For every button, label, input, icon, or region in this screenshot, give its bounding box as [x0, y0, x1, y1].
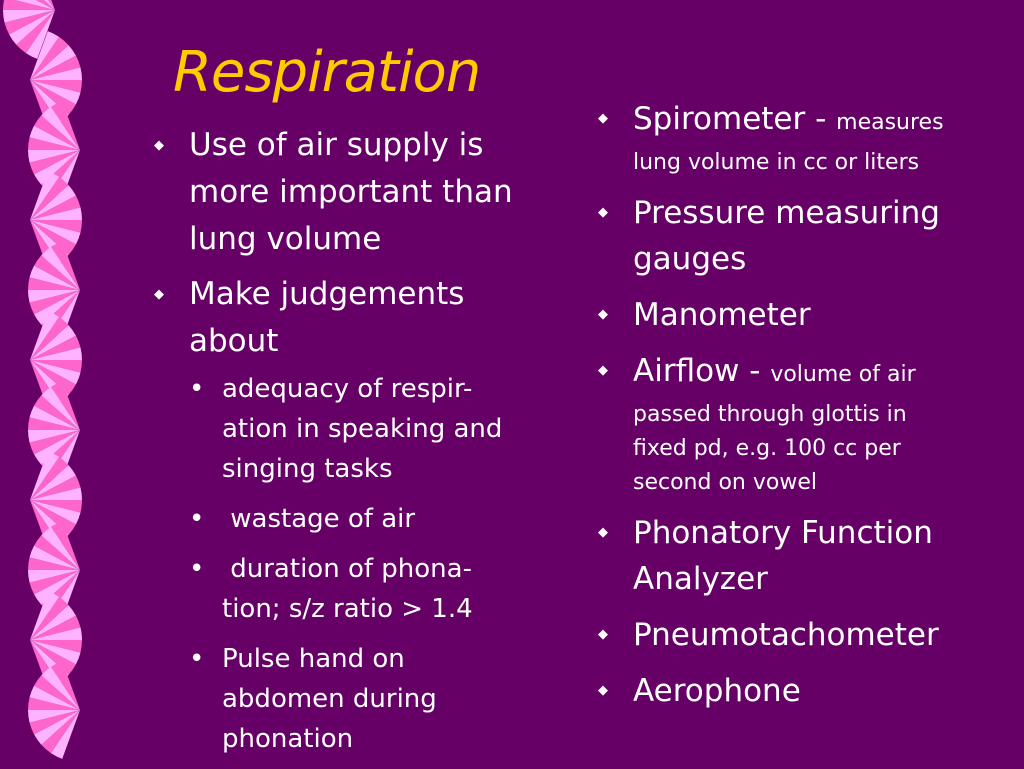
bullet-text: gauges — [633, 241, 747, 277]
sub-bullet-item — [189, 639, 572, 759]
diamond-icon: ◆ — [154, 138, 164, 153]
bullet-item-pneumotachometer — [596, 612, 1006, 658]
diamond-icon: ◆ — [154, 287, 164, 302]
bullet-note: measures — [836, 110, 944, 135]
sub-bullet-item — [189, 549, 572, 629]
bullet-text: Pressure measuring — [633, 195, 940, 231]
bullet-text: about — [189, 323, 279, 359]
right-column — [596, 96, 1006, 724]
diamond-icon: ◆ — [598, 683, 608, 698]
sub-bullet-text: wastage of air — [222, 504, 416, 534]
bullet-item-spirometer — [596, 96, 1006, 180]
bullet-item — [152, 122, 572, 263]
bullet-note: passed through glottis in — [633, 402, 907, 427]
decorative-fan-strip — [0, 0, 140, 768]
bullet-text: Airflow - — [633, 353, 771, 389]
sub-bullet-list — [189, 369, 572, 759]
bullet-item-airflow — [596, 348, 1006, 500]
bullet-item-aerophone — [596, 668, 1006, 714]
left-bullet-list — [152, 122, 572, 759]
sub-bullet-text: tion; s/z ratio > 1.4 — [222, 594, 473, 624]
slide-title: Respiration — [173, 40, 481, 105]
diamond-icon: ◆ — [598, 363, 608, 378]
bullet-note: volume of air — [770, 362, 916, 387]
bullet-item-phonatory-analyzer — [596, 510, 1006, 602]
diamond-icon: ◆ — [598, 205, 608, 220]
sub-bullet-text: duration of phona- — [222, 554, 472, 584]
sub-bullet-text: singing tasks — [222, 454, 393, 484]
sub-bullet-item — [189, 369, 572, 489]
bullet-item-pressure-gauges — [596, 190, 1006, 282]
sub-bullet-text: phonation — [222, 724, 354, 754]
diamond-icon: ◆ — [598, 111, 608, 126]
dot-icon: • — [189, 644, 205, 674]
fan-segment — [28, 661, 80, 759]
sub-bullet-text: ation in speaking and — [222, 414, 503, 444]
right-bullet-list — [596, 96, 1006, 714]
sub-bullet-item — [189, 499, 572, 539]
bullet-text: more important than — [189, 174, 513, 210]
dot-icon: • — [189, 554, 205, 584]
dot-icon: • — [189, 504, 205, 534]
bullet-text: Manometer — [633, 297, 811, 333]
bullet-text: Analyzer — [633, 561, 768, 597]
bullet-text: Make judgements — [189, 276, 465, 312]
bullet-note: lung volume in cc or liters — [633, 150, 920, 175]
bullet-text: Phonatory Function — [633, 515, 933, 551]
diamond-icon: ◆ — [598, 627, 608, 642]
left-column — [152, 122, 572, 769]
bullet-note: fixed pd, e.g. 100 cc per — [633, 436, 901, 461]
bullet-text: Aerophone — [633, 673, 801, 709]
diamond-icon: ◆ — [598, 525, 608, 540]
sub-bullet-text: adequacy of respir- — [222, 374, 473, 404]
bullet-text: Use of air supply is — [189, 127, 484, 163]
bullet-text: Spirometer - — [633, 101, 837, 137]
bullet-text: lung volume — [189, 221, 382, 257]
diamond-icon: ◆ — [598, 307, 608, 322]
bullet-note: second on vowel — [633, 470, 817, 495]
bullet-item — [152, 271, 572, 759]
dot-icon: • — [189, 374, 205, 404]
bullet-text: Pneumotachometer — [633, 617, 939, 653]
bullet-item-manometer — [596, 292, 1006, 338]
sub-bullet-text: Pulse hand on — [222, 644, 405, 674]
sub-bullet-text: abdomen during — [222, 684, 437, 714]
